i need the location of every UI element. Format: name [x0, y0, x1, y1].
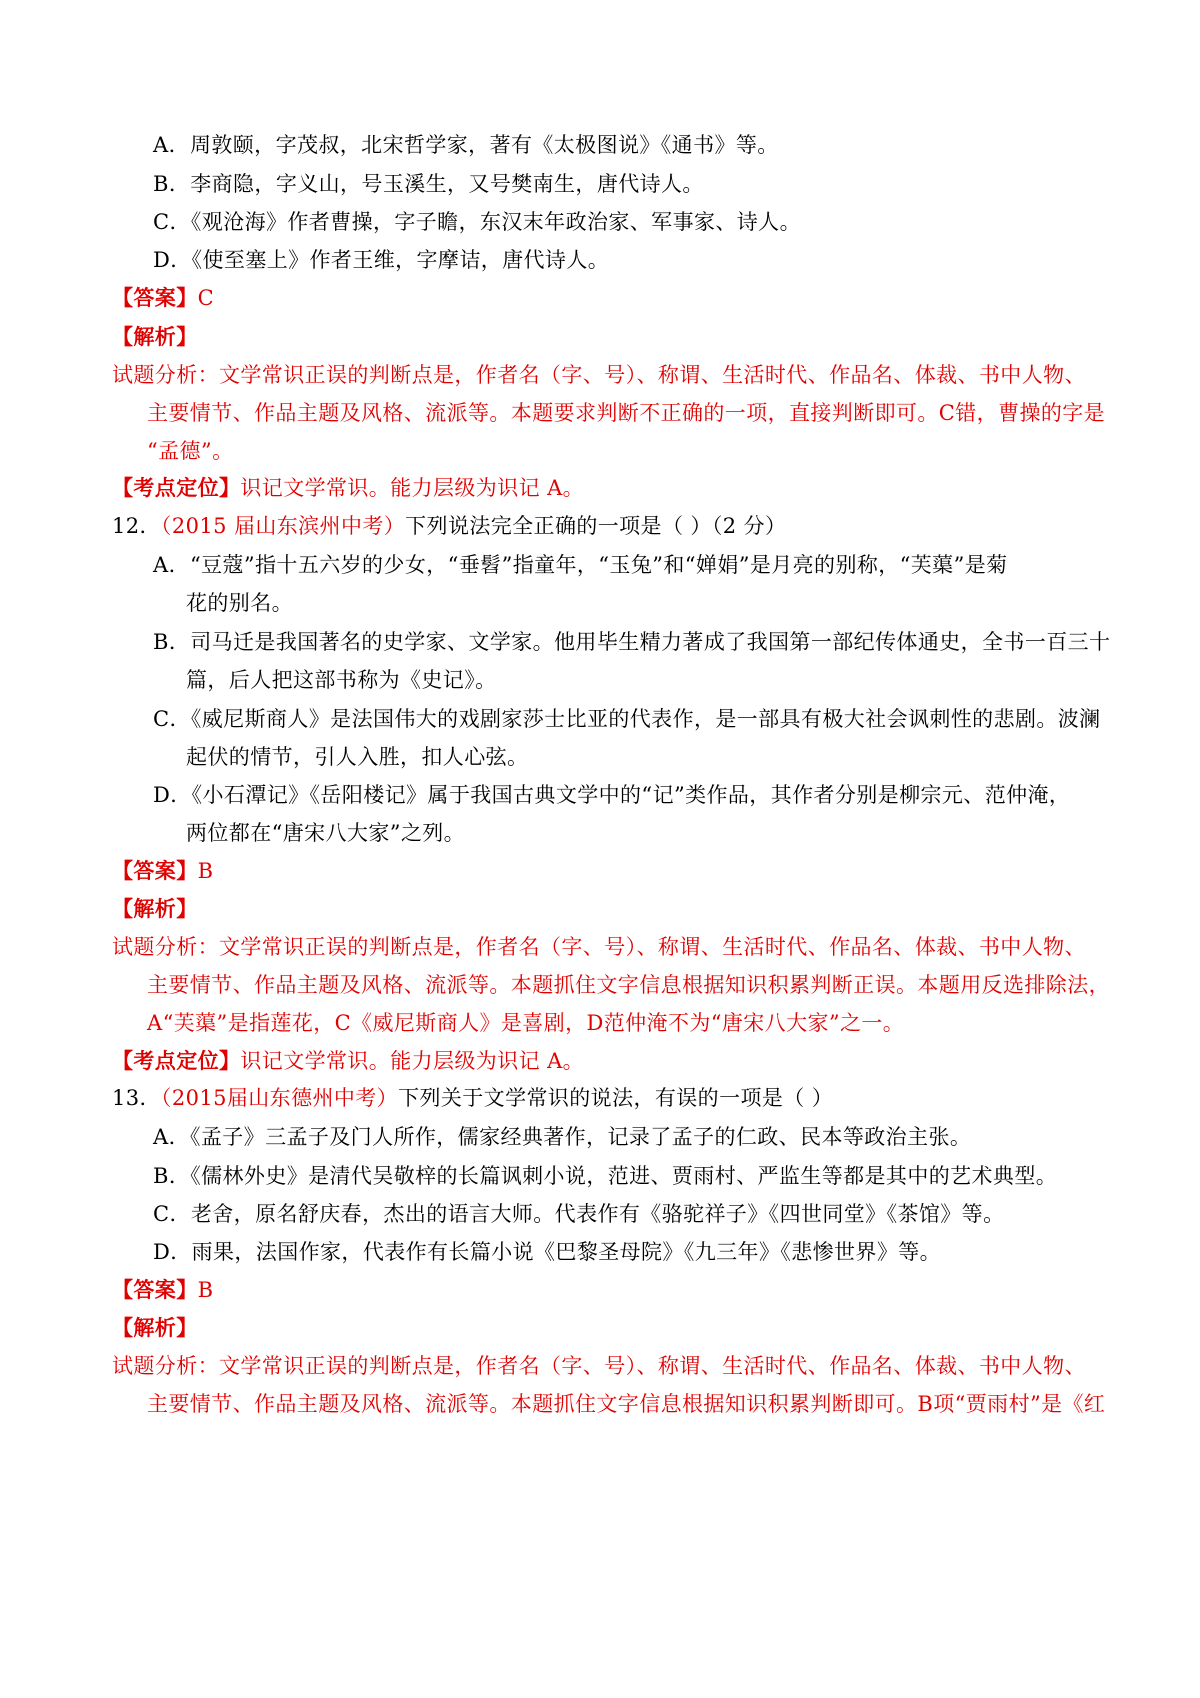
q11-option-d: D．《使至塞上》作者王维，字摩诘，唐代诗人。	[153, 248, 610, 272]
q12-source: （2015 届山东滨州中考）	[160, 514, 406, 538]
q11-answer	[112, 283, 214, 313]
q11-analysis-line-1: 试题分析：文学常识正误的判断点是，作者名（字、号）、称谓、生活时代、作品名、体裁、书中人物、	[112, 363, 1086, 387]
q11-kaodian	[112, 473, 584, 503]
q11-analysis-line-3: “孟德”。	[147, 439, 234, 463]
q11-option-c: C．《观沧海》作者曹操，字子瞻，东汉末年政治家、军事家、诗人。	[153, 210, 801, 234]
q13-option-c: C．老舍，原名舒庆春，杰出的语言大师。代表作有《骆驼祥子》《四世同堂》《茶馆》等。	[153, 1202, 1005, 1226]
kaodian-label: 【考点定位】	[112, 475, 241, 500]
q12-question: 下列说法完全正确的一项是（ ）（2 分）	[405, 514, 787, 538]
q12-analysis-line-1: 试题分析：文学常识正误的判断点是，作者名（字、号）、称谓、生活时代、作品名、体裁、书中人物、	[112, 935, 1086, 959]
q13-option-b: B．《儒林外史》是清代吴敬梓的长篇讽刺小说，范进、贾雨村、严监生等都是其中的艺术典型。	[153, 1164, 1058, 1188]
q12-option-a-line-2: 花的别名。	[186, 591, 293, 615]
q12-stem	[112, 511, 786, 541]
q13-number: 13．	[112, 1086, 161, 1110]
kaodian-text: 识记文学常识。能力层级为识记 A。	[240, 1049, 585, 1073]
q13-question: 下列关于文学常识的说法，有误的一项是（ ）	[398, 1086, 834, 1110]
q12-analysis-line-3: A“芙蕖”是指莲花，C《威尼斯商人》是喜剧，D范仲淹不为“唐宋八大家”之一。	[147, 1011, 905, 1035]
q12-analysis-line-2: 主要情节、作品主题及风格、流派等。本题抓住文字信息根据知识积累判断正误。本题用反选排除法，	[147, 973, 1110, 997]
q13-answer	[112, 1275, 213, 1305]
q12-option-d-line-1: D．《小石潭记》《岳阳楼记》属于我国古典文学中的“记”类作品，其作者分别是柳宗元、范仲淹，	[153, 783, 1071, 807]
q13-option-a: A．《孟子》三孟子及门人所作，儒家经典著作，记录了孟子的仁政、民本等政治主张。	[153, 1125, 972, 1149]
q12-jiexi-label: 【解析】	[112, 896, 198, 921]
kaodian-label: 【考点定位】	[112, 1048, 241, 1073]
q11-jiexi-label: 【解析】	[112, 324, 198, 349]
q12-answer	[112, 856, 213, 886]
answer-label: 【答案】	[112, 858, 198, 883]
kaodian-text: 识记文学常识。能力层级为识记 A。	[240, 476, 585, 500]
q12-option-c-line-1: C．《威尼斯商人》是法国伟大的戏剧家莎士比亚的代表作，是一部具有极大社会讽刺性的悲剧。波澜	[153, 707, 1101, 731]
q13-analysis-line-1: 试题分析：文学常识正误的判断点是，作者名（字、号）、称谓、生活时代、作品名、体裁、书中人物、	[112, 1354, 1086, 1378]
q11-option-a: A．周敦颐，字茂叔，北宋哲学家，著有《太极图说》《通书》等。	[153, 133, 779, 157]
q11-analysis-line-2: 主要情节、作品主题及风格、流派等。本题要求判断不正确的一项，直接判断即可。C错，曹操的字是	[147, 401, 1106, 425]
q12-kaodian	[112, 1046, 584, 1076]
answer-value: B	[197, 1278, 214, 1302]
q13-source: （2015届山东德州中考）	[160, 1086, 399, 1110]
q12-number: 12．	[112, 514, 161, 538]
q12-option-b-line-2: 篇，后人把这部书称为《史记》。	[186, 668, 497, 692]
q13-stem	[112, 1083, 833, 1113]
answer-value: B	[197, 859, 214, 883]
q13-jiexi-label: 【解析】	[112, 1315, 198, 1340]
q12-option-a-line-1: A．“豆蔻”指十五六岁的少女，“垂髫”指童年，“玉兔”和“婵娟”是月亮的别称，“芙蕖”是菊	[153, 553, 1008, 577]
q12-option-b-line-1: B．司马迁是我国著名的史学家、文学家。他用毕生精力著成了我国第一部纪传体通史，全书一百三十	[153, 630, 1111, 654]
q12-option-d-line-2: 两位都在“唐宋八大家”之列。	[186, 821, 466, 845]
q13-analysis-line-2: 主要情节、作品主题及风格、流派等。本题抓住文字信息根据知识积累判断即可。B项“贾雨村”是《红	[147, 1392, 1106, 1416]
answer-value: C	[197, 286, 215, 310]
q12-option-c-line-2: 起伏的情节，引人入胜，扣人心弦。	[186, 745, 529, 769]
answer-label: 【答案】	[112, 1277, 198, 1302]
answer-label: 【答案】	[112, 285, 198, 310]
q13-option-d: D．雨果，法国作家，代表作有长篇小说《巴黎圣母院》《九三年》《悲惨世界》等。	[153, 1240, 942, 1264]
q11-option-b: B．李商隐，字义山，号玉溪生，又号樊南生，唐代诗人。	[153, 172, 704, 196]
